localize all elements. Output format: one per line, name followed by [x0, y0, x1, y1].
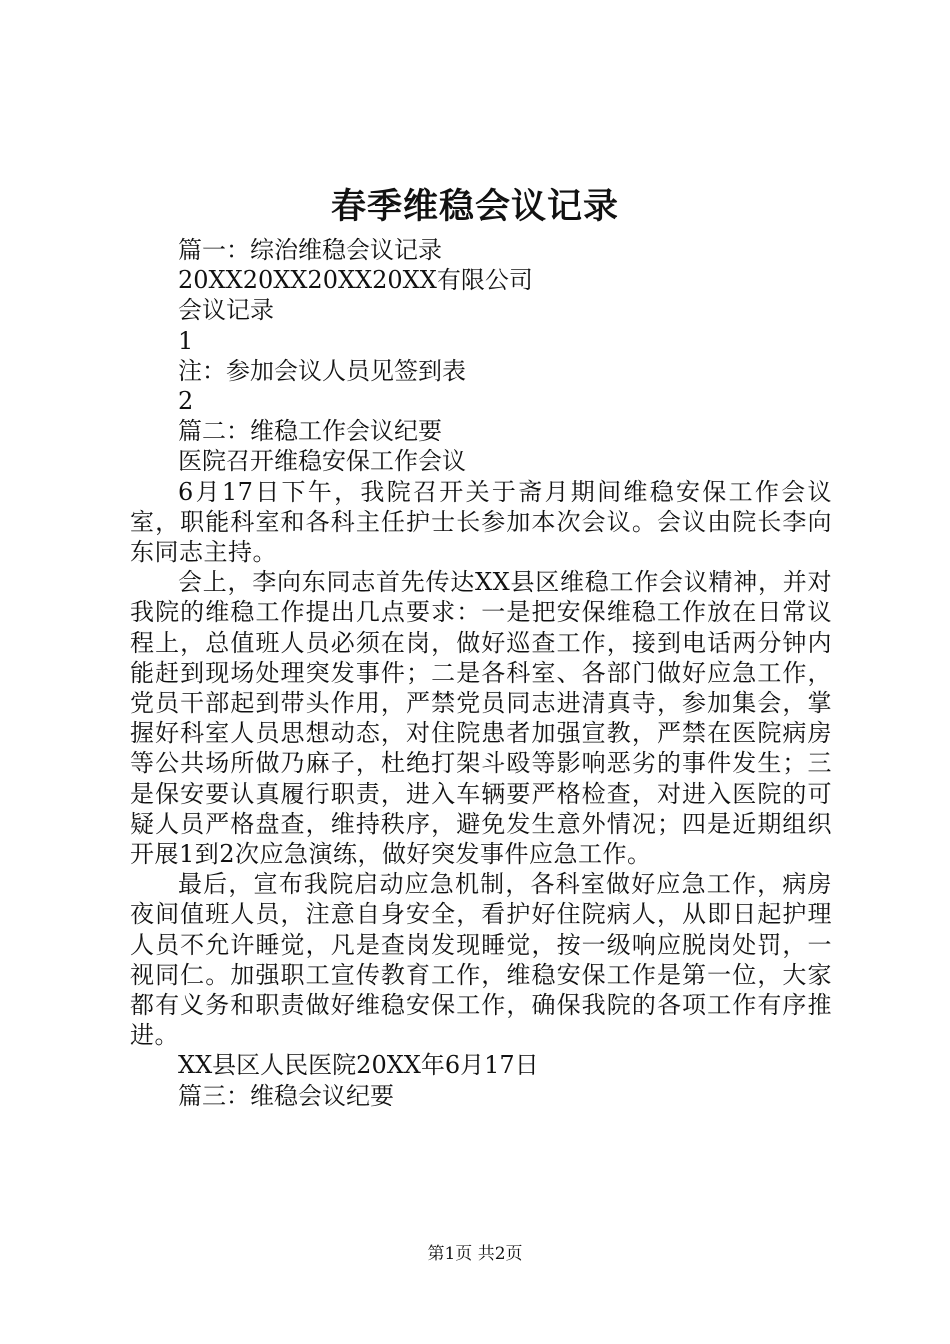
- note-line: 注：参加会议人员见签到表: [178, 356, 466, 385]
- paragraph: 最后，宣布我院启动应急机制，各科室做好应急工作，病房夜间值班人员，注意自身安全，看护好住院病人，从即日起护理人员不允许睡觉，凡是查岗发现睡觉，按一级响应脱岗处罚，一视同仁。加强职工宣传教育工作，维稳安保工作是第一位，大家都有义务和职责做好维稳安保工作，确保我院的各项工作有序推进。: [130, 870, 832, 1050]
- company-line: 20XX20XX20XX20XX有限公司: [178, 266, 533, 295]
- section-heading: 篇三：维稳会议纪要: [178, 1081, 394, 1110]
- document-title: 春季维稳会议记录: [330, 186, 619, 227]
- paragraph: 6月17日下午，我院召开关于斋月期间维稳安保工作会议室，职能科室和各科主任护士长参加本次会议。会议由院长李向东同志主持。: [130, 477, 832, 567]
- section-heading: 篇二：维稳工作会议纪要: [178, 417, 442, 446]
- signature-date-line: XX县区人民医院20XX年6月17日: [178, 1051, 539, 1080]
- subheading-line: 医院召开维稳安保工作会议: [178, 447, 466, 476]
- paragraph: 会上，李向东同志首先传达XX县区维稳工作会议精神，并对我院的维稳工作提出几点要求：一是把安保维稳工作放在日常议程上，总值班人员必须在岗，做好巡查工作，接到电话两分钟内能赶到现场处理突发事件；二是各科室、各部门做好应急工作，党员干部起到带头作用，严禁党员同志进清真寺，参加集会，掌握好科室人员思想动态，对住院患者加强宣教，严禁在医院病房等公共场所做乃麻子，杜绝打架斗殴等影响恶劣的事件发生；三是保安要认真履行职责，进入车辆要严格检查，对进入医院的可疑人员严格盘查，维持秩序，避免发生意外情况；四是近期组织开展1到2次应急演练，做好突发事件应急工作。: [130, 568, 832, 869]
- page-footer: 第1页 共2页: [427, 1244, 523, 1264]
- text-line: 1: [178, 326, 194, 355]
- text-line: 会议记录: [178, 296, 274, 325]
- section-heading: 篇一：综治维稳会议记录: [178, 236, 442, 264]
- document-body: [130, 235, 832, 1111]
- text-line: 2: [178, 387, 194, 416]
